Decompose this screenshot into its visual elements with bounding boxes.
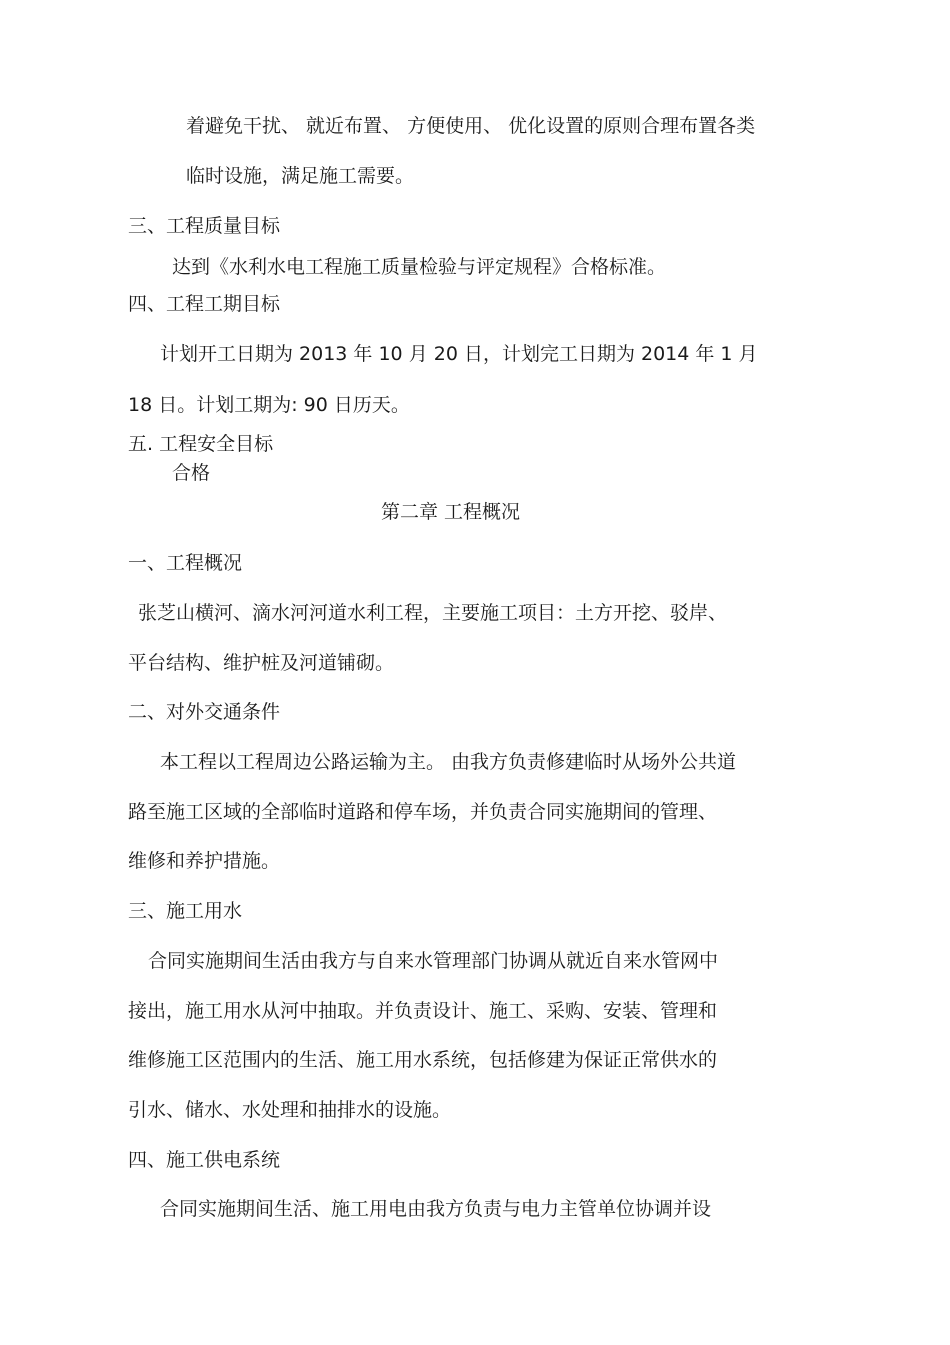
body-text-line: 维修施工区范围内的生活、施工用水系统，包括修建为保证正常供水的 xyxy=(128,1049,718,1071)
chapter-title: 第二章 工程概况 xyxy=(381,501,521,523)
body-text-line: 接出，施工用水从河中抽取。并负责设计、施工、采购、安装、管理和 xyxy=(128,1000,718,1022)
body-text-line: 合同实施期间生活、施工用电由我方负责与电力主管单位协调并设 xyxy=(160,1198,712,1220)
body-text-line: 引水、储水、水处理和抽排水的设施。 xyxy=(128,1099,452,1121)
body-text-line: 18 日。计划工期为: 90 日历天。 xyxy=(128,394,410,416)
body-text-line: 平台结构、维护桩及河道铺砌。 xyxy=(128,652,395,674)
body-text-line: 本工程以工程周边公路运输为主。 由我方负责修建临时从场外公共道 xyxy=(160,751,737,773)
section-heading: 二、对外交通条件 xyxy=(128,701,281,723)
section-heading: 四、施工供电系统 xyxy=(128,1149,281,1171)
body-text-line: 临时设施，满足施工需要。 xyxy=(186,165,415,187)
body-text-line: 达到《水利水电工程施工质量检验与评定规程》合格标准。 xyxy=(172,256,667,278)
body-text-line: 合同实施期间生活由我方与自来水管理部门协调从就近自来水管网中 xyxy=(148,950,719,972)
body-text-line: 着避免干扰、 就近布置、 方便使用、 优化设置的原则合理布置各类 xyxy=(186,115,756,137)
section-heading: 四、工程工期目标 xyxy=(128,293,281,315)
body-text-line: 路至施工区域的全部临时道路和停车场，并负责合同实施期间的管理、 xyxy=(128,801,718,823)
section-heading: 三、施工用水 xyxy=(128,900,243,922)
section-heading: 一、工程概况 xyxy=(128,552,243,574)
body-text-line: 合格 xyxy=(172,462,211,484)
body-text-line: 张芝山横河、滴水河河道水利工程，主要施工项目：土方开挖、驳岸、 xyxy=(138,602,728,624)
body-text-line: 维修和养护措施。 xyxy=(128,850,281,872)
body-text-line: 计划开工日期为 2013 年 10 月 20 日，计划完工日期为 2014 年 1 月 xyxy=(160,343,758,365)
section-heading: 三、工程质量目标 xyxy=(128,215,281,237)
section-heading: 五. 工程安全目标 xyxy=(128,433,274,455)
